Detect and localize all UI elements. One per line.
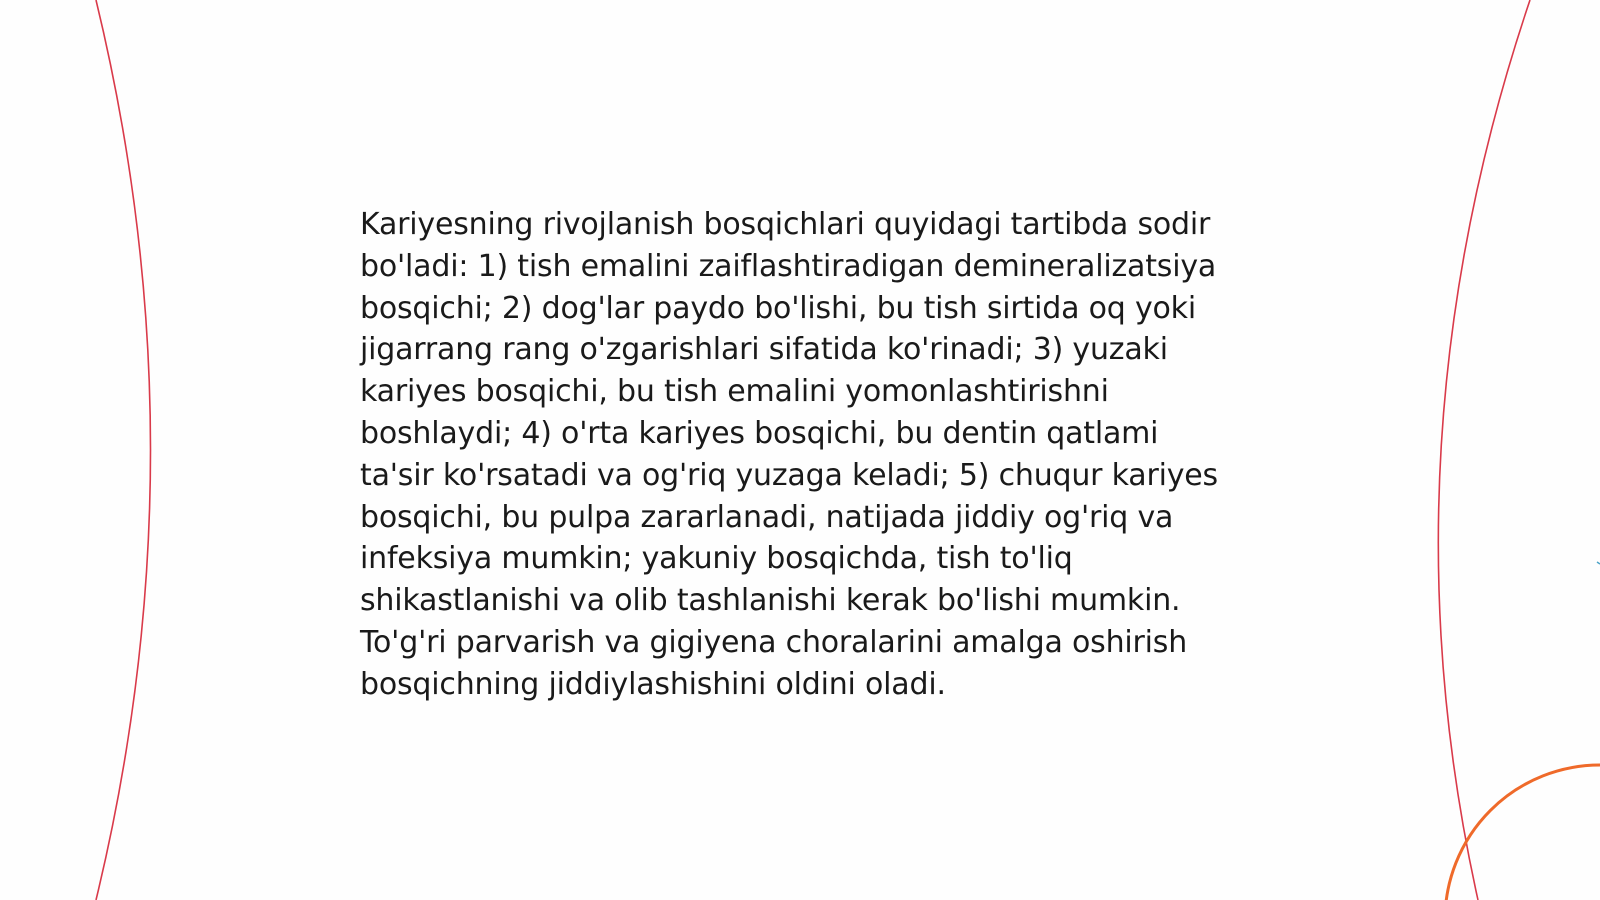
left-curve-line — [96, 0, 151, 900]
body-paragraph: Kariyesning rivojlanish bosqichlari quyidagi tartibda sodir bo'ladi: 1) tish emalini zaiflashtiradigan demineralizatsiya bosqichi; 2) dog'lar paydo bo'lishi, bu tish sirtida oq yoki jigarrang rang o'zgarishlari sifatida ko'rinadi; 3) yuzaki kariyes bosqichi, bu tish emalini yomonlashtirishni boshlaydi; 4) o'rta kariyes bosqichi, bu dentin qatlami ta'sir ko'rsatadi va og'riq yuzaga keladi; 5) chuqur kariyes bosqichi, bu pulpa zararlanadi, natijada jiddiy og'riq va infeksiya mumkin; yakuniy bosqichda, tish to'liq shikastlanishi va olib tashlanishi kerak bo'lishi mumkin. To'g'ri parvarish va gigiyena choralarini amalga oshirish bosqichning jiddiylashishini oldini oladi. — [360, 207, 1218, 702]
right-curve-line — [1438, 0, 1530, 900]
orange-arc — [1445, 765, 1600, 900]
